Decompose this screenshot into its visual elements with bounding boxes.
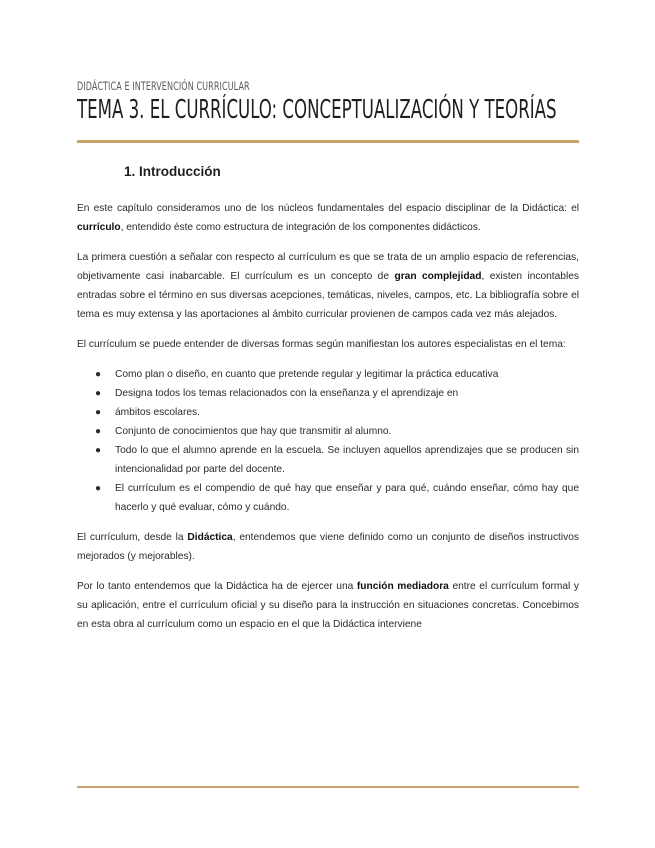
footer-divider bbox=[77, 786, 579, 788]
text-span: La primera cuestión a señalar con respecto al currículum es que se trata de un amplio espacio de referencias, objetivamente casi inabarcable. El currículum es un concepto de bbox=[77, 252, 579, 282]
bold-term: función mediadora bbox=[356, 581, 449, 592]
text-span: En este capítulo consideramos uno de los núcleos fundamentales del espacio disciplinar de la Didáctica: el bbox=[77, 203, 579, 214]
text-span: El currículum se puede entender de diversas formas según manifiestan los autores especialistas en el tema: bbox=[77, 339, 566, 350]
list-item bbox=[95, 384, 579, 403]
paragraph bbox=[77, 335, 579, 354]
list-item bbox=[95, 365, 579, 384]
list-item bbox=[95, 422, 579, 441]
list-item-text: Todo lo que el alumno aprende en la escuela. Se incluyen aquellos aprendizajes que se producen sin intencionalidad por parte del docente. bbox=[115, 445, 579, 475]
page-title: TEMA 3. EL CURRÍCULO: CONCEPTUALIZACIÓN Y TEORÍAS bbox=[77, 95, 557, 125]
bullet-icon: ● bbox=[95, 407, 102, 418]
text-span: , existen incontables entradas sobre el término en sus diversas acepciones, temáticas, niveles, campos, etc. La bibliografía sobre el tema es muy extensa y las aportaciones al ámbito curricular provienen de campos cada vez más alejados. bbox=[77, 271, 579, 320]
bold-term: Didáctica bbox=[187, 532, 233, 543]
bullet-icon: ● bbox=[95, 369, 102, 380]
text-span: , entendemos que viene definido como un conjunto de diseños instructivos mejorados (y mejorables). bbox=[77, 532, 579, 562]
text-span: Por lo tanto entendemos que la Didáctica ha de ejercer una bbox=[77, 581, 357, 592]
list-item bbox=[95, 441, 579, 479]
bold-term: currículo bbox=[77, 222, 121, 233]
list-item-text: El currículum es el compendio de qué hay que enseñar y para qué, cuándo enseñar, cómo hay que hacerlo y qué evaluar, cómo y cuándo. bbox=[115, 483, 579, 513]
paragraph bbox=[77, 528, 579, 566]
course-kicker: DIDÁCTICA E INTERVENCIÓN CURRICULAR bbox=[77, 79, 250, 93]
list-item-text: Designa todos los temas relacionados con la enseñanza y el aprendizaje en bbox=[115, 388, 459, 399]
bullet-icon: ● bbox=[95, 483, 102, 494]
list-item-text: ámbitos escolares. bbox=[115, 407, 200, 418]
paragraph bbox=[77, 248, 579, 324]
list-item bbox=[95, 479, 579, 517]
section-heading: 1. Introducción bbox=[124, 164, 221, 179]
body-content bbox=[77, 199, 579, 645]
list-item-text: Como plan o diseño, en cuanto que pretende regular y legitimar la práctica educativa bbox=[115, 369, 499, 380]
bullet-icon: ● bbox=[95, 445, 102, 456]
list-item bbox=[95, 403, 579, 422]
text-span: El currículum, desde la bbox=[77, 532, 188, 543]
bold-term: gran complejidad bbox=[394, 271, 482, 282]
text-span: entre el currículum formal y su aplicación, entre el currículum oficial y su diseño para la instrucción en situaciones concretas. Concebimos en esta obra al currículum como un espacio en el que la Didáctica interviene bbox=[77, 581, 579, 630]
paragraph bbox=[77, 577, 579, 634]
text-span: , entendido éste como estructura de integración de los componentes didácticos. bbox=[120, 222, 481, 233]
definitions-list bbox=[77, 365, 579, 517]
title-divider bbox=[77, 140, 579, 143]
bullet-icon: ● bbox=[95, 388, 102, 399]
bullet-icon: ● bbox=[95, 426, 102, 437]
list-item-text: Conjunto de conocimientos que hay que transmitir al alumno. bbox=[115, 426, 392, 437]
paragraph bbox=[77, 199, 579, 237]
